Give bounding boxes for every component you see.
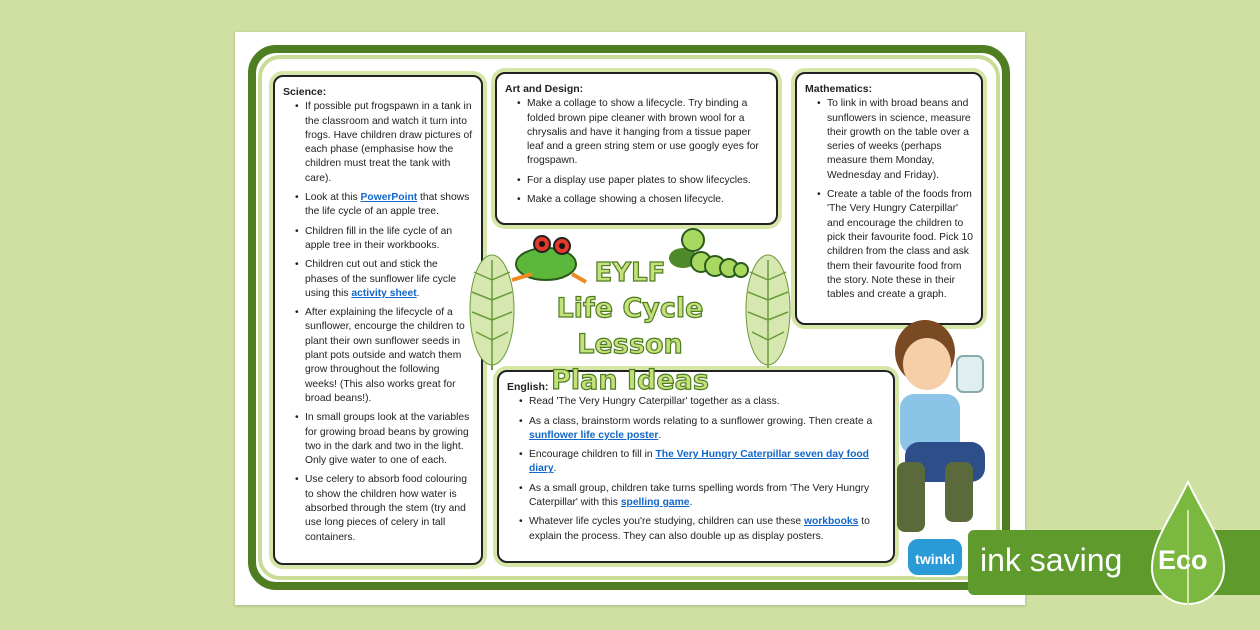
list-item xyxy=(519,448,885,477)
spelling-game-link[interactable]: spelling game xyxy=(620,497,690,509)
math-heading: Mathematics: xyxy=(805,83,873,95)
list-item: • For a display use paper plates to show lifecycles. xyxy=(517,174,768,188)
text: that shows the life cycle of an apple tree. xyxy=(305,192,470,218)
poster-link[interactable]: sunflower life cycle poster xyxy=(529,429,659,441)
list-item xyxy=(519,415,885,444)
list-item: • Make a collage to show a lifecycle. Try binding a folded brown pipe cleaner with brown wool for a chrysalis and have it hanging from a tissue paper leaf and a green string stem or use googly eyes for frogspawn. xyxy=(517,97,768,168)
list-item: • If possible put frogspawn in a tank in the classroom and watch it turn into frogs. Have children draw pictures of each phase (emphasise how the children must treat the tank with care). xyxy=(295,100,473,186)
list-item: • To link in with broad beans and sunflowers in science, measure their growth on the table over a series of weeks (perhaps measure them Monday, Wednesday and Friday). xyxy=(817,97,973,183)
title-line-1: EYLF xyxy=(594,258,666,288)
text: . xyxy=(416,287,420,299)
food-diary-link[interactable]: The Very Hungry Caterpillar seven day food diary xyxy=(529,449,869,475)
list-item: • After explaining the lifecycle of a sunflower, encourge the children to plant their own sunflower seeds in plant pots outside and watch them grow throughout the following weeks! (This also works great for broad beans!). xyxy=(295,306,473,406)
art-heading: Art and Design: xyxy=(505,83,584,95)
activity-sheet-link[interactable]: activity sheet xyxy=(351,287,417,299)
list-item xyxy=(519,515,885,544)
workbooks-link[interactable]: workbooks xyxy=(803,516,859,528)
text: . xyxy=(689,497,693,509)
boy-with-jar-illustration xyxy=(885,312,995,534)
page-title xyxy=(505,255,755,399)
text: Look at this xyxy=(305,192,361,204)
title-line-3: Plan Ideas xyxy=(551,365,709,396)
text: to explain the process. They can also double up as display posters. xyxy=(529,516,870,542)
art-box xyxy=(495,72,778,225)
text: Whatever life cycles you're studying, children can use these xyxy=(529,516,804,528)
list-item: • Create a table of the foods from 'The Very Hungry Caterpillar' and encourage the children to pick their favourite food. Pick 10 children from the class and ask them their favourite food from the story. Note these in their tables and create a graph. xyxy=(817,188,973,302)
text: Children cut out and stick the phases of the sunflower life cycle using this xyxy=(305,259,457,299)
list-item: • Use celery to absorb food colouring to show the children how water is absorbed through the stem (try and use long pieces of celery in tall containers. xyxy=(295,473,473,544)
powerpoint-link[interactable]: PowerPoint xyxy=(360,192,418,204)
math-box xyxy=(795,72,983,325)
science-heading: Science: xyxy=(283,86,327,98)
english-heading: English: xyxy=(507,381,549,393)
eco-label: Eco xyxy=(1158,545,1208,575)
list-item xyxy=(519,482,885,511)
list-item: • In small groups look at the variables for growing broad beans by growing two in the dark and two in the light. Only give water to one of each. xyxy=(295,411,473,468)
text: As a class, brainstorm words relating to a sunflower growing. Then create a xyxy=(529,415,873,427)
text: As a small group, children take turns spelling words from 'The Very Hungry Caterpillar' with this xyxy=(529,482,870,509)
list-item: • Children fill in the life cycle of an apple tree in their workbooks. xyxy=(295,225,473,254)
title-line-2: Life Cycle Lesson xyxy=(556,293,704,360)
list-item xyxy=(295,191,473,220)
list-item: • Make a collage showing a chosen lifecycle. xyxy=(517,193,768,207)
text: Encourage children to fill in xyxy=(529,449,656,461)
text: . xyxy=(553,463,557,475)
ink-saving-label: ink saving xyxy=(980,542,1123,578)
list-item xyxy=(295,258,473,301)
list-item: • Read 'The Very Hungry Caterpillar' together as a class. xyxy=(519,395,885,409)
text: . xyxy=(658,429,662,441)
twinkl-logo: twinkl xyxy=(906,537,964,577)
science-box xyxy=(273,75,483,565)
